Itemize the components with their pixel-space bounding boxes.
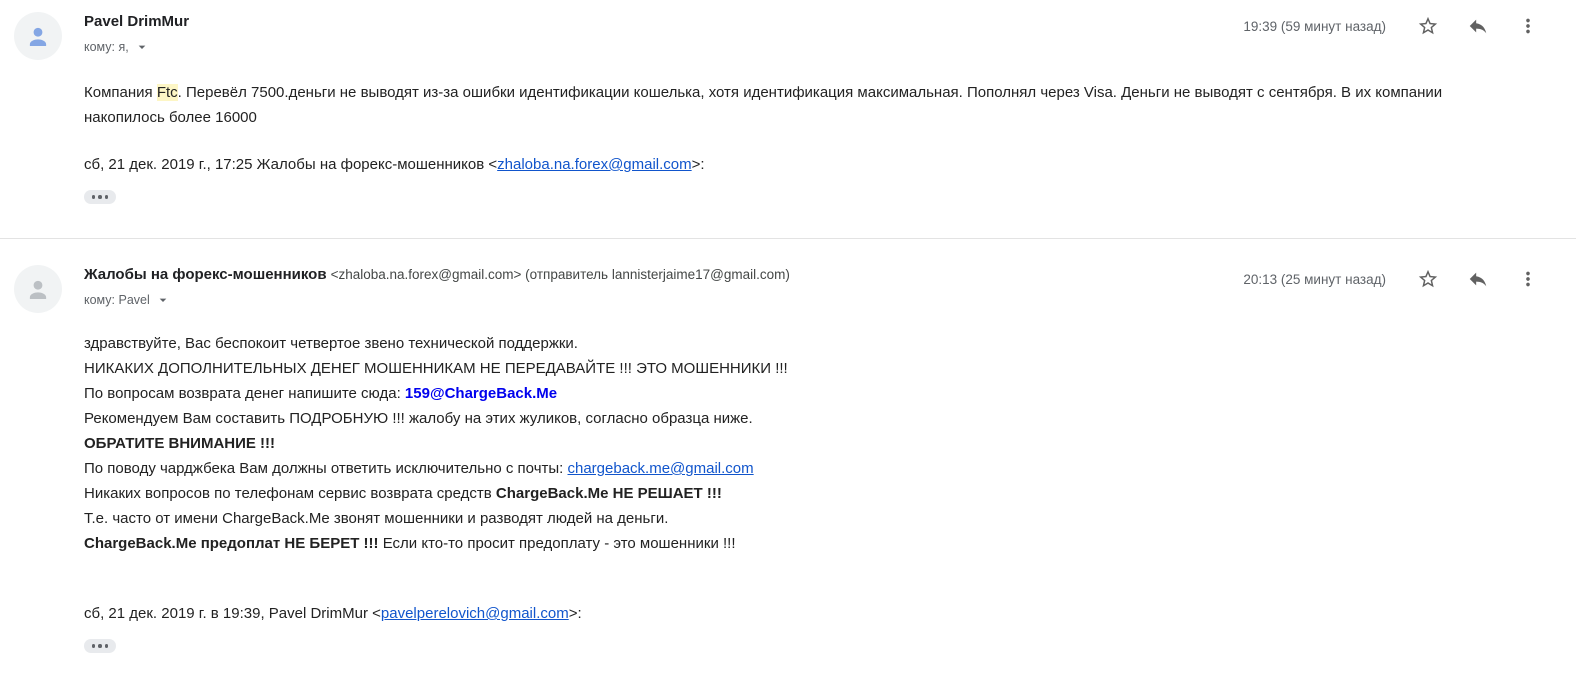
message xyxy=(0,0,1576,238)
avatar xyxy=(14,12,62,60)
reply-icon xyxy=(1467,268,1489,290)
more-vert-icon xyxy=(1517,15,1539,37)
sender-name: Pavel DrimMur xyxy=(84,13,190,30)
star-icon xyxy=(1417,268,1439,290)
text-segment: ChargeBack.Me НЕ РЕШАЕТ !!! xyxy=(495,485,722,502)
body-line xyxy=(84,356,1504,381)
person-icon xyxy=(23,21,53,51)
body-line xyxy=(84,506,1504,531)
text-segment: сб, 21 дек. 2019 г. в 19:39, Pavel DrimMur < xyxy=(84,605,381,622)
message-timestamp: 19:39 (59 минут назад) xyxy=(1243,18,1386,34)
reply-button[interactable] xyxy=(1466,14,1490,38)
sender-name: Жалобы на форекс-мошенников xyxy=(84,266,327,283)
quote-line xyxy=(84,601,1540,626)
email-link[interactable]: chargeback.me@gmail.com xyxy=(567,460,754,477)
more-vert-icon xyxy=(1517,268,1539,290)
message xyxy=(0,239,1576,683)
body-line xyxy=(84,481,1504,506)
quote-line xyxy=(84,152,1540,177)
text-segment: НИКАКИХ ДОПОЛНИТЕЛЬНЫХ ДЕНЕГ МОШЕННИКАМ НЕ ПЕРЕДАВАЙТЕ !!! ЭТО МОШЕННИКИ !!! xyxy=(84,360,788,377)
message-header xyxy=(84,265,1540,309)
text-segment: Рекомендуем Вам составить ПОДРОБНУЮ !!! жалобу на этих жуликов, согласно образца ниже. xyxy=(84,410,753,427)
text-segment: Никаких вопросов по телефонам сервис возврата средств xyxy=(84,485,496,502)
avatar xyxy=(14,265,62,313)
person-icon xyxy=(23,274,53,304)
recipient-toggle[interactable] xyxy=(84,292,171,308)
text-segment: сб, 21 дек. 2019 г., 17:25 Жалобы на форекс-мошенников < xyxy=(84,156,498,173)
show-trimmed-content-button[interactable] xyxy=(84,639,116,653)
sender-email-detail: <zhaloba.na.forex@gmail.com> (отправитель lannisterjaime17@gmail.com) xyxy=(330,267,790,282)
body-line xyxy=(84,80,1504,130)
body-line xyxy=(84,431,1504,456)
text-segment: ОБРАТИТЕ ВНИМАНИЕ !!! xyxy=(84,435,276,452)
message-header xyxy=(84,12,1540,56)
email-link[interactable]: pavelperelovich@gmail.com xyxy=(380,605,569,622)
recipient-label: кому: я, xyxy=(84,40,129,54)
text-segment: Т.е. часто от имени ChargeBack.Me звонят мошенники и разводят людей на деньги. xyxy=(84,510,669,527)
message-body xyxy=(84,331,1504,556)
text-segment: >: xyxy=(568,605,582,622)
quoted-header xyxy=(84,152,1540,177)
message-body xyxy=(84,80,1504,130)
text-segment: По поводу чарджбека Вам должны ответить исключительно с почты: xyxy=(84,460,568,477)
more-options-button[interactable] xyxy=(1516,14,1540,38)
more-options-button[interactable] xyxy=(1516,267,1540,291)
message-timestamp: 20:13 (25 минут назад) xyxy=(1243,271,1386,287)
text-segment: Компания xyxy=(84,84,157,101)
body-line xyxy=(84,331,1504,356)
recipient-label: кому: Pavel xyxy=(84,293,150,307)
ellipsis-icon xyxy=(92,195,96,199)
body-line xyxy=(84,406,1504,431)
show-trimmed-content-button[interactable] xyxy=(84,190,116,204)
body-line xyxy=(84,531,1504,556)
body-line xyxy=(84,381,1504,406)
ellipsis-icon xyxy=(92,644,96,648)
text-segment: Если кто-то просит предоплату - это мошенники !!! xyxy=(378,535,736,552)
text-segment: ChargeBack.Me предоплат НЕ БЕРЕТ !!! xyxy=(84,535,379,552)
search-highlight: Ftc xyxy=(156,84,178,101)
email-link[interactable]: 159@ChargeBack.Me xyxy=(404,385,558,402)
body-line xyxy=(84,456,1504,481)
text-segment: По вопросам возврата денег напишите сюда: xyxy=(84,385,405,402)
text-segment: . Перевёл 7500.деньги не выводят из-за ошибки идентификации кошелька, хотя идентификация максимальная. Пополнял через Visa. Деньги не выводят с сентября. В их компании накопилось более 16000 xyxy=(84,84,1443,126)
recipient-toggle[interactable] xyxy=(84,39,150,55)
text-segment: >: xyxy=(691,156,705,173)
star-icon xyxy=(1417,15,1439,37)
quoted-header xyxy=(84,601,1540,626)
star-button[interactable] xyxy=(1416,267,1440,291)
text-segment: здравствуйте, Вас беспокоит четвертое звено технической поддержки. xyxy=(84,335,578,352)
chevron-down-icon xyxy=(155,292,171,308)
chevron-down-icon xyxy=(134,39,150,55)
star-button[interactable] xyxy=(1416,14,1440,38)
reply-icon xyxy=(1467,15,1489,37)
email-link[interactable]: zhaloba.na.forex@gmail.com xyxy=(497,156,692,173)
reply-button[interactable] xyxy=(1466,267,1490,291)
